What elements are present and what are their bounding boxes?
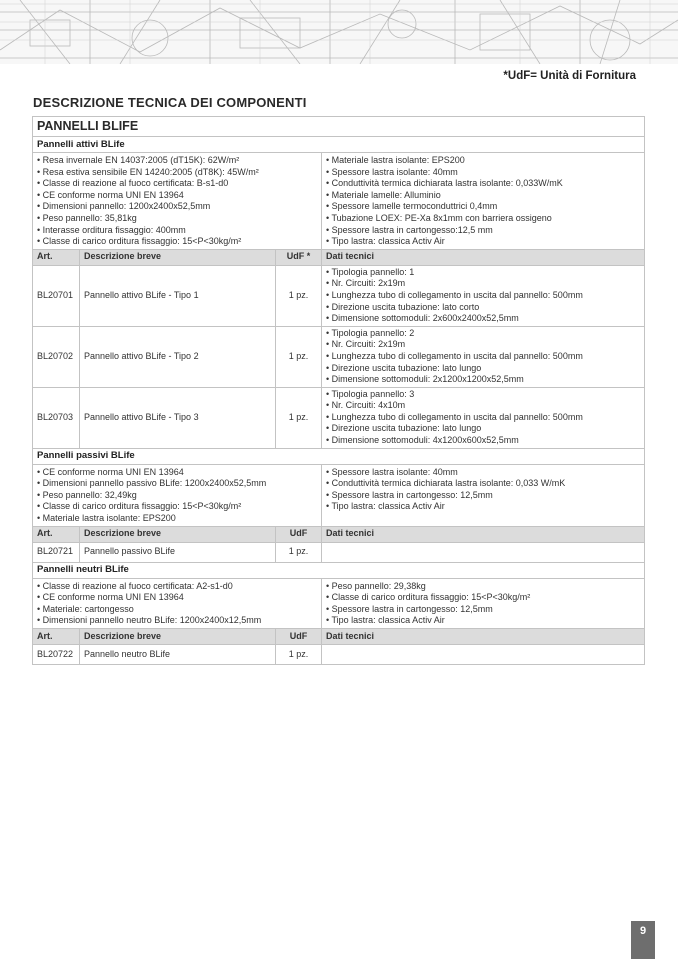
technical-data bbox=[322, 265, 645, 326]
col-header-udf: UdF * bbox=[276, 249, 322, 265]
table-row bbox=[33, 542, 645, 562]
tech-line: • Nr. Circuiti: 2x19m bbox=[326, 278, 406, 289]
spec-line: • CE conforme norma UNI EN 13964 bbox=[37, 189, 184, 200]
spec-line: • Conduttività termica dichiarata lastra isolante: 0,033 W/mK bbox=[326, 478, 566, 489]
active-column-header-row bbox=[33, 249, 645, 265]
table-title: PANNELLI BLIFE bbox=[33, 117, 645, 137]
tech-line: • Tipologia pannello: 3 bbox=[326, 388, 415, 399]
active-group-title-row bbox=[33, 137, 645, 153]
col-header-desc: Descrizione breve bbox=[80, 249, 276, 265]
short-description: Pannello attivo BLife - Tipo 1 bbox=[80, 265, 276, 326]
technical-data bbox=[322, 326, 645, 387]
passive-specs-left bbox=[33, 464, 322, 526]
spec-line: • Materiale: cartongesso bbox=[37, 603, 134, 614]
spec-line: • Spessore lamelle termoconduttrici 0,4mm bbox=[326, 201, 498, 212]
col-header-desc: Descrizione breve bbox=[80, 629, 276, 645]
spec-line: • Tipo lastra: classica Activ Air bbox=[326, 501, 445, 512]
spec-line: • Classe di carico orditura fissaggio: 15<P<30kg/m² bbox=[37, 236, 242, 247]
spec-line: • Classe di carico orditura fissaggio: 15<P<30kg/m² bbox=[326, 592, 531, 603]
supply-unit: 1 pz. bbox=[276, 326, 322, 387]
spec-line: • Materiale lamelle: Alluminio bbox=[326, 189, 441, 200]
technical-data bbox=[322, 542, 645, 562]
short-description: Pannello attivo BLife - Tipo 2 bbox=[80, 326, 276, 387]
col-header-art: Art. bbox=[33, 249, 80, 265]
technical-data bbox=[322, 645, 645, 665]
col-header-tech: Dati tecnici bbox=[322, 249, 645, 265]
tech-line: • Nr. Circuiti: 2x19m bbox=[326, 339, 406, 350]
spec-line: • Classe di carico orditura fissaggio: 15<P<30kg/m² bbox=[37, 501, 242, 512]
passive-specs-right bbox=[322, 464, 645, 526]
table-title-row bbox=[33, 117, 645, 137]
spec-line: • Peso pannello: 29,38kg bbox=[326, 580, 426, 591]
table-row bbox=[33, 265, 645, 326]
page-number: 9 bbox=[631, 921, 655, 959]
short-description: Pannello neutro BLife bbox=[80, 645, 276, 665]
neutral-specs-right bbox=[322, 578, 645, 628]
spec-line: • Resa estiva sensibile EN 14240:2005 (dT8K): 45W/m² bbox=[37, 166, 259, 177]
section-title: DESCRIZIONE TECNICA DEI COMPONENTI bbox=[33, 95, 307, 110]
spec-line: • Classe di reazione al fuoco certificata: B-s1-d0 bbox=[37, 178, 229, 189]
neutral-specs-row bbox=[33, 578, 645, 628]
supply-unit: 1 pz. bbox=[276, 265, 322, 326]
article-code: BL20721 bbox=[33, 542, 80, 562]
spec-line: • Tipo lastra: classica Activ Air bbox=[326, 615, 445, 626]
spec-line: • Materiale lastra isolante: EPS200 bbox=[326, 155, 465, 165]
spec-line: • Peso pannello: 35,81kg bbox=[37, 212, 137, 223]
table-row bbox=[33, 645, 645, 665]
technical-data bbox=[322, 387, 645, 448]
tech-line: • Dimensione sottomoduli: 4x1200x600x52,5mm bbox=[326, 435, 519, 446]
tech-line: • Lunghezza tubo di collegamento in uscita dal pannello: 500mm bbox=[326, 289, 583, 300]
passive-group-title-row bbox=[33, 448, 645, 464]
spec-line: • Spessore lastra isolante: 40mm bbox=[326, 466, 458, 477]
col-header-udf: UdF bbox=[276, 526, 322, 542]
spec-line: • Spessore lastra in cartongesso: 12,5mm bbox=[326, 603, 493, 614]
neutral-group-title-row bbox=[33, 562, 645, 578]
spec-line: • Dimensioni pannello: 1200x2400x52,5mm bbox=[37, 201, 211, 212]
article-code: BL20703 bbox=[33, 387, 80, 448]
article-code: BL20701 bbox=[33, 265, 80, 326]
tech-line: • Dimensione sottomoduli: 2x600x2400x52,5mm bbox=[326, 313, 519, 324]
udf-legend-note: *UdF= Unità di Fornitura bbox=[503, 70, 636, 82]
supply-unit: 1 pz. bbox=[276, 542, 322, 562]
spec-line: • Peso pannello: 32,49kg bbox=[37, 489, 137, 500]
spec-line: • Spessore lastra in cartongesso:12,5 mm bbox=[326, 224, 493, 235]
article-code: BL20722 bbox=[33, 645, 80, 665]
col-header-tech: Dati tecnici bbox=[322, 526, 645, 542]
neutral-group-title: Pannelli neutri BLife bbox=[33, 562, 645, 578]
table-row bbox=[33, 387, 645, 448]
spec-line: • Interasse orditura fissaggio: 400mm bbox=[37, 224, 186, 235]
tech-line: • Dimensione sottomoduli: 2x1200x1200x52,5mm bbox=[326, 374, 524, 385]
neutral-specs-left bbox=[33, 578, 322, 628]
spec-line: • Materiale lastra isolante: EPS200 bbox=[37, 513, 176, 524]
spec-line: • Spessore lastra isolante: 40mm bbox=[326, 166, 458, 177]
tech-line: • Tipologia pannello: 2 bbox=[326, 327, 415, 338]
components-table bbox=[32, 116, 645, 665]
article-code: BL20702 bbox=[33, 326, 80, 387]
active-specs-row bbox=[33, 153, 645, 250]
spec-line: • Conduttività termica dichiarata lastra isolante: 0,033W/mK bbox=[326, 178, 563, 189]
col-header-udf: UdF bbox=[276, 629, 322, 645]
tech-line: • Lunghezza tubo di collegamento in uscita dal pannello: 500mm bbox=[326, 411, 583, 422]
passive-specs-row bbox=[33, 464, 645, 526]
tech-line: • Nr. Circuiti: 4x10m bbox=[326, 400, 406, 411]
spec-line: • CE conforme norma UNI EN 13964 bbox=[37, 592, 184, 603]
spec-line: • CE conforme norma UNI EN 13964 bbox=[37, 466, 184, 477]
short-description: Pannello passivo BLife bbox=[80, 542, 276, 562]
active-specs-left bbox=[33, 153, 322, 250]
spec-line: • Tipo lastra: classica Activ Air bbox=[326, 236, 445, 247]
col-header-art: Art. bbox=[33, 526, 80, 542]
header-blueprint-illustration bbox=[0, 0, 678, 64]
spec-line: • Resa invernale EN 14037:2005 (dT15K): 62W/m² bbox=[37, 155, 240, 165]
table-row bbox=[33, 326, 645, 387]
spec-line: • Classe di reazione al fuoco certificata: A2-s1-d0 bbox=[37, 580, 233, 591]
col-header-tech: Dati tecnici bbox=[322, 629, 645, 645]
col-header-art: Art. bbox=[33, 629, 80, 645]
col-header-desc: Descrizione breve bbox=[80, 526, 276, 542]
supply-unit: 1 pz. bbox=[276, 387, 322, 448]
tech-line: • Direzione uscita tubazione: lato corto bbox=[326, 301, 480, 312]
spec-line: • Spessore lastra in cartongesso: 12,5mm bbox=[326, 489, 493, 500]
tech-line: • Lunghezza tubo di collegamento in uscita dal pannello: 500mm bbox=[326, 350, 583, 361]
neutral-column-header-row bbox=[33, 629, 645, 645]
passive-group-title: Pannelli passivi BLife bbox=[33, 448, 645, 464]
short-description: Pannello attivo BLife - Tipo 3 bbox=[80, 387, 276, 448]
tech-line: • Direzione uscita tubazione: lato lungo bbox=[326, 362, 482, 373]
active-group-title: Pannelli attivi BLife bbox=[33, 137, 645, 153]
tech-line: • Direzione uscita tubazione: lato lungo bbox=[326, 423, 482, 434]
passive-column-header-row bbox=[33, 526, 645, 542]
tech-line: • Tipologia pannello: 1 bbox=[326, 266, 415, 277]
spec-line: • Dimensioni pannello passivo BLife: 1200x2400x52,5mm bbox=[37, 478, 267, 489]
spec-line: • Tubazione LOEX: PE-Xa 8x1mm con barriera ossigeno bbox=[326, 212, 552, 223]
supply-unit: 1 pz. bbox=[276, 645, 322, 665]
active-specs-right bbox=[322, 153, 645, 250]
spec-line: • Dimensioni pannello neutro BLife: 1200x2400x12,5mm bbox=[37, 615, 262, 626]
